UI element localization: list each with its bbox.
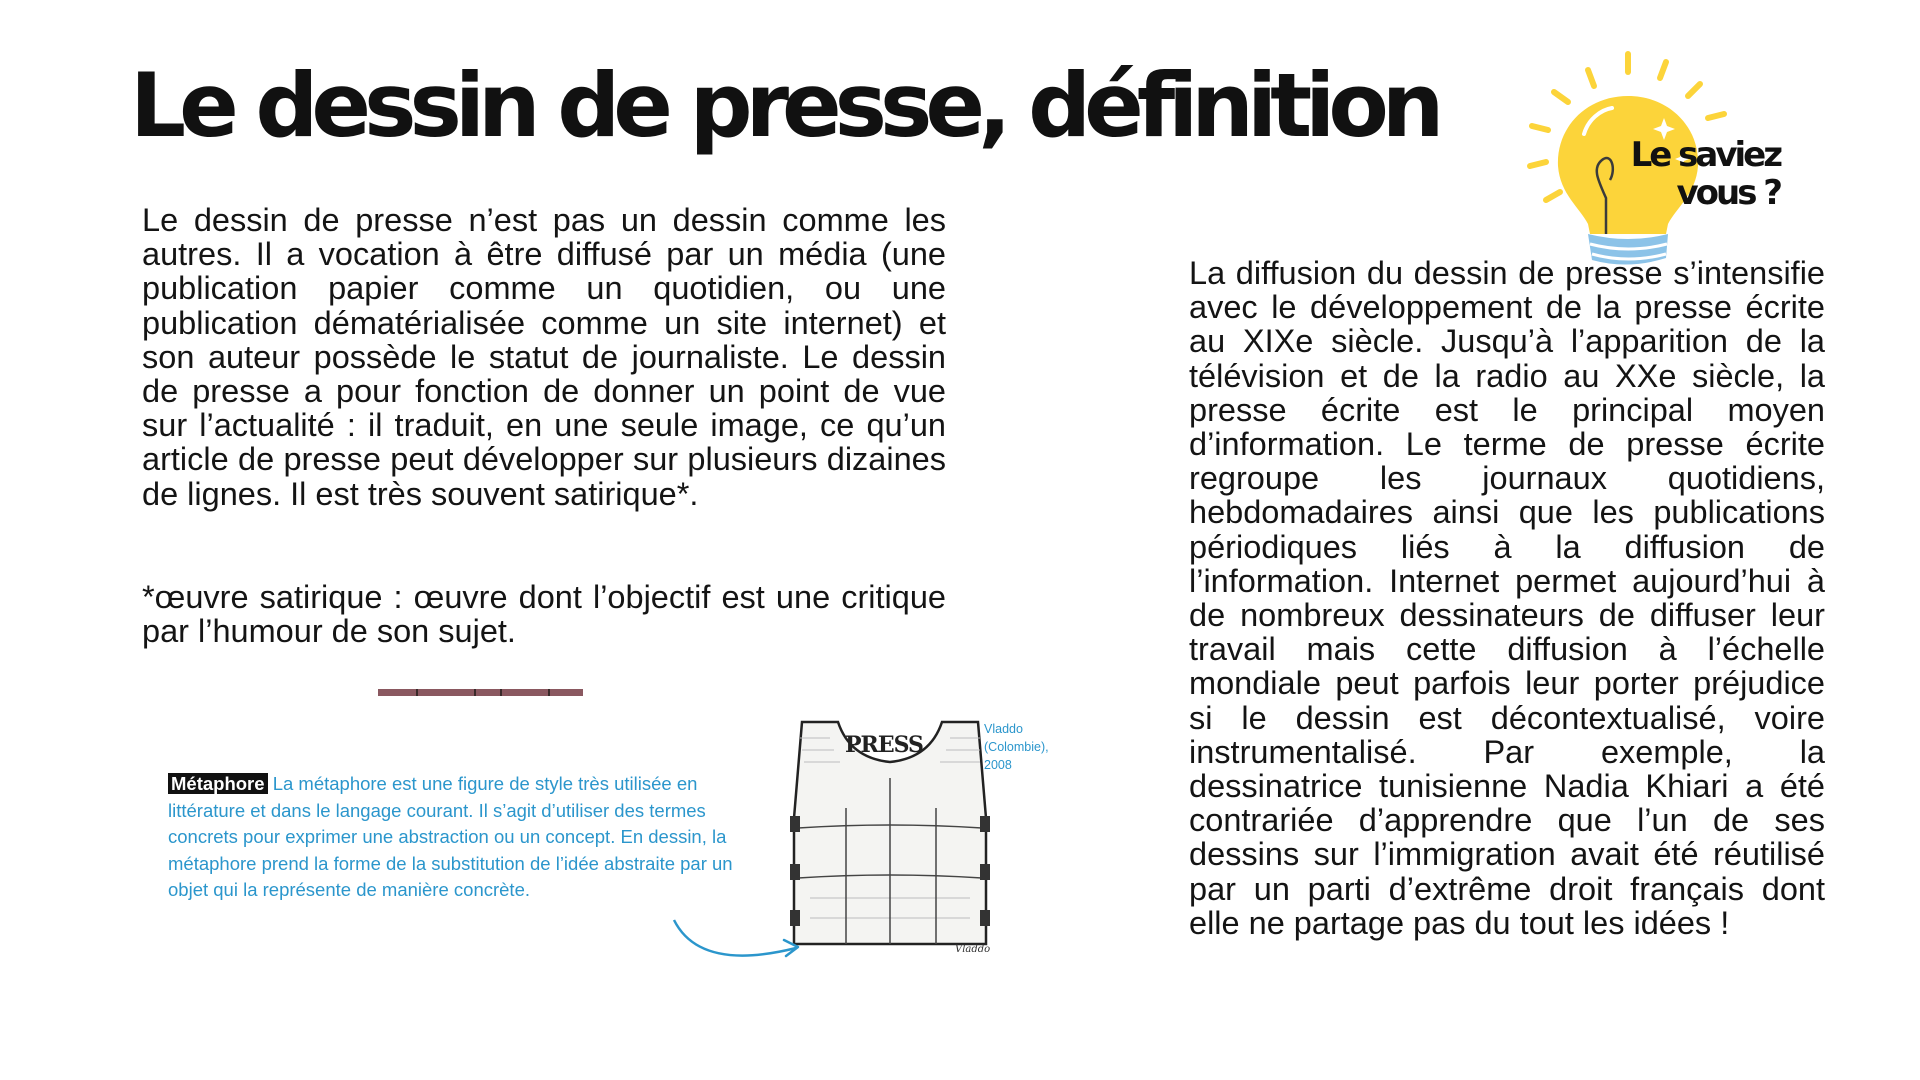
cropped-image-strip [378,689,583,696]
saviez-vous-line2: vous ? [1676,173,1780,213]
intro-paragraph: Le dessin de presse n’est pas un dessin comme les autres. Il a vocation à être diffusé par un média (une publication papier comme un quotidien, ou une publication dématérialisée comme un site internet) et son auteur possède le statut de journaliste. Le dessin de presse a pour fonction de donner un point de vue sur l’actualité : il traduit, en une seule image, ce qu’un article de presse peut développer sur plusieurs dizaines de lignes. Il est très souvent satirique*. [142,202,946,512]
caption-country: (Colombie), [984,740,1049,754]
right-paragraph: La diffusion du dessin de presse s’intensifie avec le développement de la presse écrite au XIXe siècle. Jusqu’à l’apparition de la télévision et de la radio au XXe siècle, la presse écrite est le principal moyen d’information. Le terme de presse écrite regroupe les journaux quotidiens, hebdomadaires ainsi que les publications périodiques liés à la diffusion de l’information. Internet permet aujourd’hui à de nombreux dessinateurs de diffuser leur travail mais cette diffusion à l’échelle mondiale peut parfois leur porter préjudice si le dessin est décontextualisé, voire instrumentalisé. Par exemple, la dessinatrice tunisienne Nadia Khiari a été contrariée d’apprendre que l’un de ses dessins sur l’immigration avait été réutilisé par un parti d’extrême droit français dont elle ne partage pas du tout les idées ! [1189,255,1825,941]
footnote-paragraph: *œuvre satirique : œuvre dont l’objectif est une critique par l’humour de son sujet. [142,579,946,650]
saviez-vous-heading [1590,136,1780,212]
cartoon-caption [984,720,1074,774]
cartoon-signature: Vladdo [955,944,991,955]
page-title: Le dessin de presse, définition [130,54,1438,157]
press-label: PRESS [845,732,923,758]
metaphor-definition [168,771,766,904]
caption-year: 2008 [984,758,1012,772]
metaphor-keyword: Métaphore [168,773,268,794]
curved-arrow-icon [670,910,810,970]
saviez-vous-line1: Le saviez [1630,135,1780,175]
metaphor-text: La métaphore est une figure de style très utilisée en littérature et dans le langage courant. Il s’agit d’utiliser des termes concrets pour exprimer une abstraction ou un concept. En dessin, la métaphore prend la forme de la substitution de l’idée abstraite par un objet qui la représente de manière concrète. [168,773,733,901]
caption-author: Vladdo [984,722,1023,736]
